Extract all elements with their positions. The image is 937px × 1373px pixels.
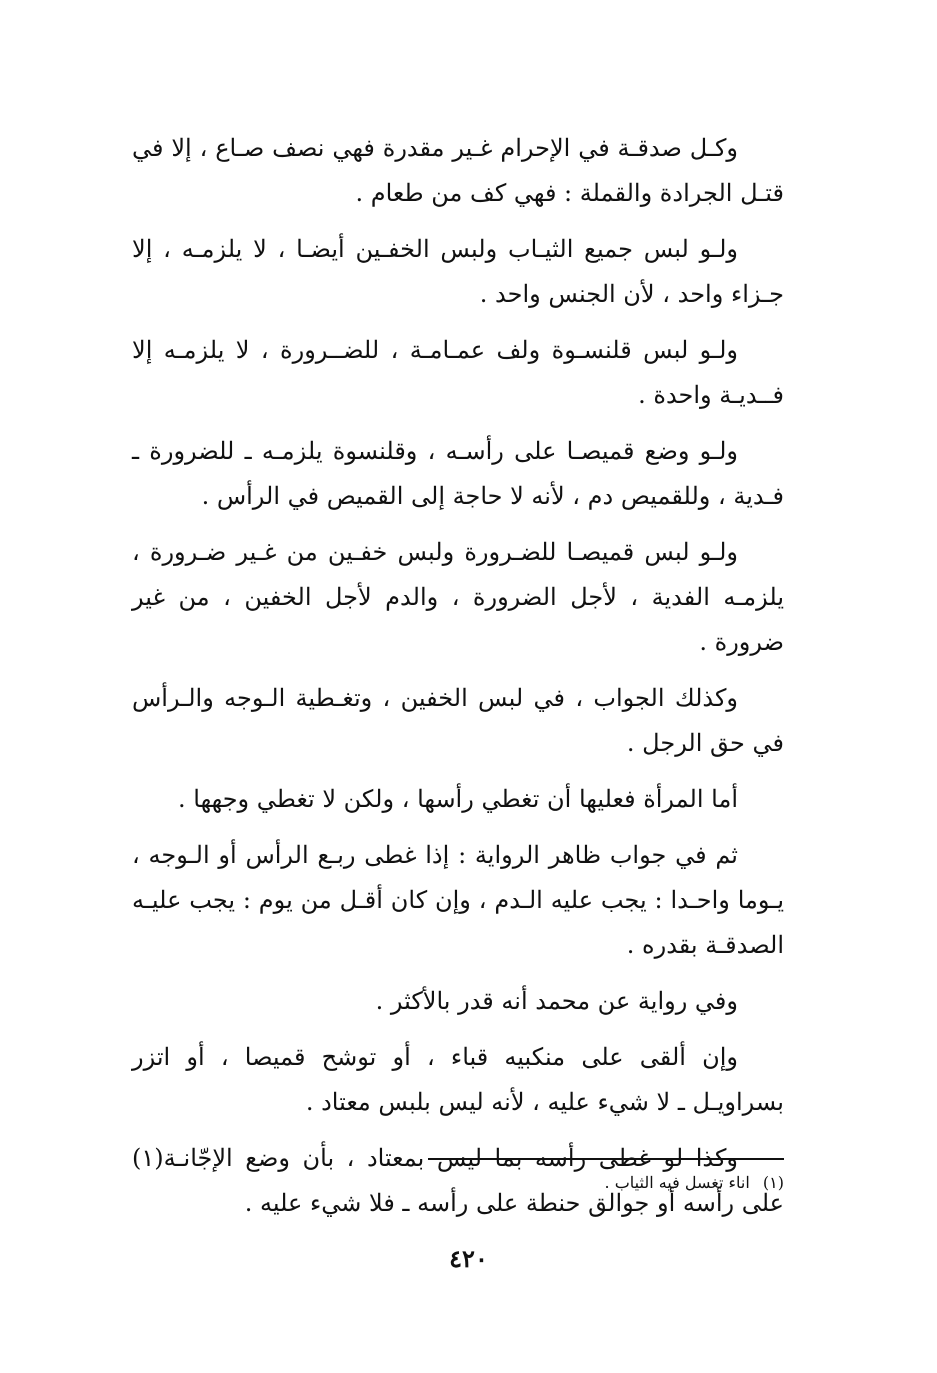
paragraph-10: وإن ألقى على منكبيه قباء ، أو توشح قميصا ، أو اتزر بسراويـل ـ لا شيء عليه ، لأنه ليس بلبس معتاد . <box>132 1043 784 1116</box>
footnote <box>428 1172 784 1194</box>
main-text <box>132 126 784 1237</box>
paragraph-9: وفي رواية عن محمد أنه قدر بالأكثر . <box>375 987 738 1015</box>
paragraph-8: ثم في جواب ظاهر الرواية : إذا غطى ربـع الرأس أو الـوجه ، يـوما واحـدا : يجب عليه الـدم ، وإن كان أقـل من يوم : يجب عليـه الصدقـة بقدره . <box>132 841 784 959</box>
paragraph-7: أما المرأة فعليها أن تغطي رأسها ، ولكن لا تغطي وجهها . <box>178 785 738 813</box>
footnote-divider <box>428 1158 784 1160</box>
paragraph-1: وكـل صدقـة في الإحرام غـير مقدرة فهي نصف صـاع ، إلا في قتـل الجرادة والقملة : فهي كف من طعام . <box>132 134 784 207</box>
paragraph-11: وكذا لو غطى رأسه بما ليس بمعتاد ، بأن وضع الإجّانـة(١) على رأسه أو جوالق حنطة على رأسه ـ فلا شيء عليه . <box>132 1144 784 1217</box>
paragraph-4: ولـو وضع قميصـا على رأسـه ، وقلنسوة يلزمـه ـ للضرورة ـ فـدية ، وللقميص دم ، لأنه لا حاجة إلى القميص في الرأس . <box>132 437 784 510</box>
paragraph-5: ولـو لبس قميصـا للضـرورة ولبس خفـين من غـير ضـرورة ، يلزمـه الفدية ، لأجل الضرورة ، والدم لأجل الخفين ، من غير ضرورة . <box>132 538 784 656</box>
paragraph-2: ولـو لبس جميع الثيـاب ولبس الخفـين أيضـا ، لا يلزمـه ، إلا جـزاء واحد ، لأن الجنس واحد . <box>132 235 784 308</box>
footnote-number: (١) <box>762 1173 784 1192</box>
page-number: ٤٢٠ <box>449 1244 488 1273</box>
footnote-text: اناء تغسل فيه الثياب . <box>604 1173 750 1192</box>
paragraph-3: ولـو لبس قلنسـوة ولف عمـامـة ، للضــرورة ، لا يلزمـه إلا فــديـة واحدة . <box>132 336 784 409</box>
paragraph-6: وكذلك الجواب ، في لبس الخفين ، وتغـطية الـوجه والـرأس في حق الرجل . <box>132 684 784 757</box>
